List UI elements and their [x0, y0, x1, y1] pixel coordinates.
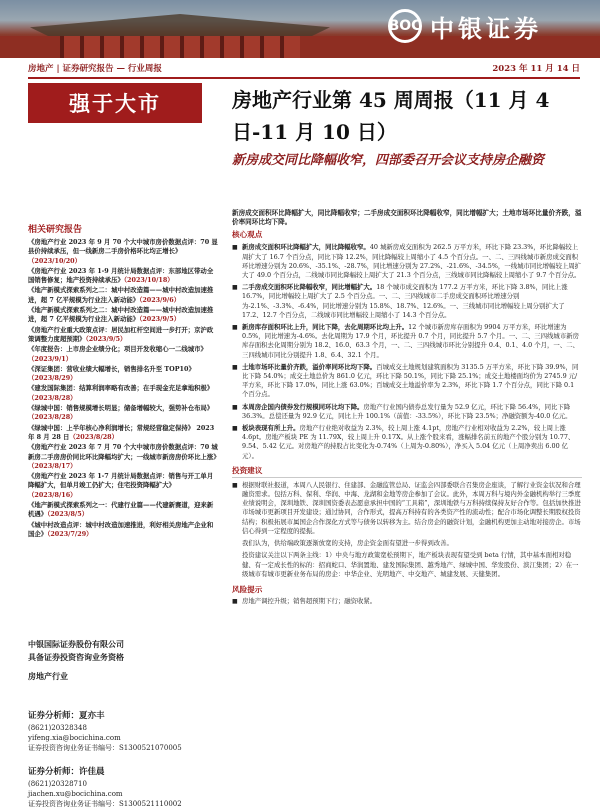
broker-info [28, 638, 218, 693]
analyst-name: 证券分析师：许佳晨 [28, 767, 105, 777]
related-report-date: （2023/8/28） [28, 393, 77, 402]
related-report-date: （2023/10/20） [28, 256, 82, 265]
report-date: 2023 年 11 月 14 日 [492, 64, 580, 74]
related-report-title: 《房地产行业 2023 年 1-9 月统计局数据点评：东部地区带动全国销售修复；地产投资持续承压》 [28, 266, 214, 285]
related-report-item[interactable] [28, 501, 218, 520]
related-report-title: 《地产新模式探索系列之二：城中村改造篇——城中村改造加速推进，超 7 亿平规模为行业注入新动能》 [28, 306, 214, 324]
analyst-card [28, 767, 218, 809]
core-view-headline: 本周房企国内债券发行规模同环比均下降。 [242, 402, 364, 411]
core-view-item [232, 283, 582, 320]
related-report-item[interactable] [28, 443, 218, 471]
core-view-item [232, 363, 582, 400]
related-report-date: （2023/9/1） [28, 354, 73, 363]
core-view-item [232, 424, 582, 461]
related-reports-list [28, 238, 218, 539]
investment-list [232, 481, 582, 579]
related-report-item[interactable] [28, 306, 218, 325]
risk-text: ■ 房地产调控升级；销售超预期下行；融资收紧。 [232, 597, 582, 606]
related-report-date: （2023/8/16） [28, 490, 77, 499]
related-report-date: （2023/7/29） [47, 529, 93, 538]
core-views-heading: 核心观点 [232, 230, 263, 240]
core-view-headline: 土地市场环比量价齐跌，溢价率同环比均下降。 [242, 362, 377, 371]
broker-name: 中银国际证券股份有限公司 [28, 639, 124, 649]
report-meta-line [28, 61, 580, 75]
related-report-item[interactable] [28, 286, 218, 305]
investment-paragraph: 我们认为，供给端政策逐渐放宽的支持，房企资金面有望进一步得到改善。 [242, 539, 453, 548]
company-logo [388, 6, 588, 46]
analyst-cert: 证券投资咨询业务证书编号：S1300521110002 [28, 800, 182, 808]
broker-industry: 房地产行业 [28, 671, 68, 681]
related-report-item[interactable] [28, 384, 218, 403]
analyst-email[interactable]: yifeng.xia@bocichina.com [28, 734, 121, 742]
related-reports-section [28, 222, 218, 540]
palace-roof-image [30, 14, 330, 36]
analyst-name: 证券分析师：夏亦丰 [28, 711, 105, 721]
related-report-title: 《年度报告：上市房企业绩分化；项目开发收缩心一二线城市》 [28, 345, 207, 354]
analyst-cert: 证券投资咨询业务证书编号：S1300521070005 [28, 744, 182, 752]
palace-columns-image [60, 36, 300, 58]
related-report-item[interactable] [28, 424, 218, 443]
core-view-body: 40 城新房成交面积为 262.5 万平方米，环比下降 23.3%，环比降幅较上周扩大了 16.7 个百分点，同比下降 12.2%，同比降幅较上周缩小了 4.5 个百分点。一、二、三四线城市新房成交面积环比增速分别为 20.6%、-35.1%、-28.7%，同比增速分别为 27.2%、-21.6%、-34.5%，一线城市同比增幅较上周扩大了 49.0 个百分点，二线城市同比降幅较上周扩大了 21.3 个百分点，三线城市同比降幅较上周缩小了 9.7 个百分点。 [242, 243, 582, 280]
related-report-date: （2023/9/6） [139, 295, 181, 304]
main-content [232, 209, 582, 606]
boc-logo-icon: BOC [388, 9, 422, 43]
risk-heading: 风险提示 [232, 584, 263, 594]
related-report-title: 《绿城中国：销售规模增长明显；储备增幅较大，强势补仓布局》 [28, 404, 214, 413]
analyst-phone: (8621)20328710 [28, 780, 87, 788]
related-report-title: 《地产新模式探索系列之一：代建行业篇——代建新赛道，迎来新机遇》 [28, 501, 214, 519]
analyst-card [28, 711, 218, 753]
related-report-title: 《绿城中国：上半年核心净利润增长；常规经营稳定保持》 2023 年 8 月 28 日 [28, 423, 215, 441]
investment-paragraph: 投资建议关注以下两条主线：1）中央与地方政策宽松预期下，地产板块表现有望受到 beta 行情，其中基本面相对稳健、有一定成长性的标的：招商蛇口、华润置地、建发国际集团、越秀地产、绿城中国、华发股份、滨江集团；2）在一级城市有城市更新业务布局的房企：中华企业、光明地产、中交地产、城建发展、天健集团。 [242, 551, 579, 578]
core-view-item [232, 243, 582, 280]
related-report-date: （2023/9/5） [139, 315, 181, 324]
broker-license: 具备证券投资咨询业务资格 [28, 652, 124, 662]
core-view-headline: 新房库存面积环比上升，同比下降，去化周期环比均上升。 [242, 323, 409, 332]
related-report-title: 《深证集团：营收业绩大幅增长，销售排名升至 TOP10》 [28, 364, 195, 373]
related-report-date: （2023/8/17） [28, 461, 77, 470]
related-report-date: （2023/8/28） [69, 432, 118, 441]
lead-summary: 新房成交面积环比降幅扩大，同比降幅收窄；二手房成交面积环比降幅收窄，同比增幅扩大；土地市场环比量价齐跌，溢价率同环比均下降。 [232, 209, 582, 227]
related-report-item[interactable] [28, 326, 218, 345]
related-report-item[interactable] [28, 521, 218, 540]
core-view-body: 12 个城市新房库存面积为 9904 万平方米，环比增速为 0.5%，同比增速为-4.6%。去化周期为 17.9 个月，环比提升 0.7 个月，同比提升 5.7 个月。一、二、三四线城市新房库存面积去化周期分别为 18.2、16.0、63.3 个月，一、二、三四线城市环比分别提升 0.4、0.1、4.0 个月，一、二、三四线城市同比分别提升 1.8、6.4、32.1 个月。 [242, 323, 579, 359]
investment-heading: 投资建议 [232, 465, 582, 478]
related-report-title: 《房地产行业 2023 年 9 月 70 个大中城市房价数据点评：70 显县价持续承压，但一线新房二手房价格环比均正增长》 [28, 238, 218, 256]
related-report-item[interactable] [28, 267, 218, 286]
related-report-item[interactable] [28, 365, 218, 384]
investment-paragraph: ■ 根据财联社报道，本周八人民银行、住建部、金融监管总局、证监会四部委联合召集房企座谈，了解行业资金状况和合理融资需求。包括万科、保利、华润、中海、龙湖和金地等房企参加了会议。此外，本周万科与境内外金融机构举行三季度业绩说明会，深圳地铁、深圳国资委表态愿意承担中国的“工具箱”，深圳地铁与万科持续保持友好合作等。包括加快推进市场城市更新项目开发建设；通过协同，合作形式，提高万科持有的各类资产性的流动性；配合市场化调整长期股权投资结构；积极拓展市属国企合作深化方式等与债务以转移为主。结合房企的融资计划，金融机构更加主动地对接房企。市场信心得到一定程度的提振。 [232, 481, 582, 536]
report-category: 房地产 | 证券研究报告 — 行业周报 [28, 64, 162, 74]
core-view-headline: 二手房成交面积环比降幅收窄，同比增幅扩大。 [242, 283, 377, 292]
related-report-date: （2023/8/28） [28, 413, 77, 422]
related-report-item[interactable] [28, 404, 218, 423]
related-report-title: 《建发国际集团：结算利润率略有改善；在手现金充足拿地积极》 [28, 384, 214, 393]
core-view-body: 房地产行业国内债券总发行量为 52.9 亿元，环比下降 56.4%，同比下降 36.3%。总偿还量为 92.9 亿元，同比上升 100.1%（前值：-33.5%），环比下降 23.5%；净融资额为-40.0 亿元。 [242, 402, 572, 420]
related-report-date: （2023/10/18） [123, 276, 174, 285]
related-report-item[interactable] [28, 472, 218, 500]
core-view-item [232, 323, 582, 360]
core-view-item [232, 403, 582, 421]
core-views-list [232, 243, 582, 460]
core-view-headline: 板块表现有所上升。 [242, 424, 300, 433]
related-report-title: 《房地产行业 2023 年 7 月 70 个大中城市房价数据点评：70 城新房二手房房价同比环比降幅均扩大；一线城市新房房价环比上涨》 [28, 443, 220, 461]
core-view-body: 百城成交土地规划建筑面积为 3135.5 万平方米，环比下降 39.9%，同比下降 54.0%；成交土地总价为 861.0 亿元，环比下降 50.1%，同比下降 25.1%；成交土地楼面均价为 2745.9 元/平方米，环比下降 17.0%，同比上涨 63.0%；百城成交土地溢价率为 2.3%，环比下降 1.7 个百分点，同比下降 0.1 个百分点。 [242, 362, 579, 399]
analyst-email[interactable]: jiachen.xu@bocichina.com [28, 790, 123, 798]
header-banner [0, 0, 600, 58]
core-view-body: 房地产行业绝对收益为 2.3%，较上周上涨 4.1pt，房地产行业相对收益为 2.2%，较上周上涨 4.6pt。房地产板块 PE 为 11.79X，较上周上升 0.17X。从上涨个股来看，涨幅排名前五的地产个股分别为 10.77、9.54、5.42 亿元。对房地产的持股占比变化为-0.74%（上周为-0.80%），净买入 5.04 亿元（上周净卖出 6.00 亿元）。 [242, 424, 575, 460]
analyst-phone: (8621)20328348 [28, 724, 87, 732]
related-report-title: 《房地产行业重大政策点评：居民加杠杆空间进一步打开；京沪政策调整力度超预期》 [28, 325, 214, 343]
related-report-title: 《地产新模式探索系列之二：城中村改造篇——城中村改造加速推进，超 7 亿平规模为行业注入新动能》 [28, 286, 214, 304]
related-reports-heading: 相关研究报告 [28, 225, 83, 235]
related-report-date: （2023/8/29） [28, 374, 77, 383]
related-report-item[interactable] [28, 345, 218, 364]
rating-badge: 强于大市 [28, 83, 202, 123]
report-subtitle: 新房成交同比降幅收窄，四部委召开会议支持房企融资 [232, 153, 545, 168]
logo-text: 中银证券 [430, 14, 542, 43]
core-view-body: 18 个城市成交面积为 177.2 万平方米，环比下降 3.8%，同比上涨 16.7%，同比增幅较上周扩大了 2.5 个百分点。一、二、三四线城市二手房成交面积环比增速分别为-2.1%、-3.3%、-6.4%，同比增速分别为 15.8%、18.7%、12.6%。一、三线城市同比增幅较上周分别扩大了 17.2、12.7 个百分点，二线城市同比增幅较上周缩小了 14.3 个百分点。 [242, 283, 568, 319]
related-report-date: （2023/8/5） [47, 510, 89, 519]
related-report-title: 《城中村改造点评：城中村改造加速推进，利好相关房地产企业和国企》 [28, 520, 214, 538]
report-title: 房地产行业第 45 周周报（11 月 4 日-11 月 10 日） [232, 88, 550, 144]
divider [28, 77, 580, 79]
related-report-item[interactable] [28, 238, 218, 266]
core-view-headline: 新房成交面积环比降幅扩大，同比降幅收窄。 [242, 243, 370, 252]
related-report-date: （2023/9/5） [85, 334, 127, 343]
related-report-title: 《房地产行业 2023 年 1-7 月统计局数据点评：销售与开工单月降幅扩大，但单月竣工仍扩大；住宅投资降幅扩大》 [28, 472, 214, 490]
